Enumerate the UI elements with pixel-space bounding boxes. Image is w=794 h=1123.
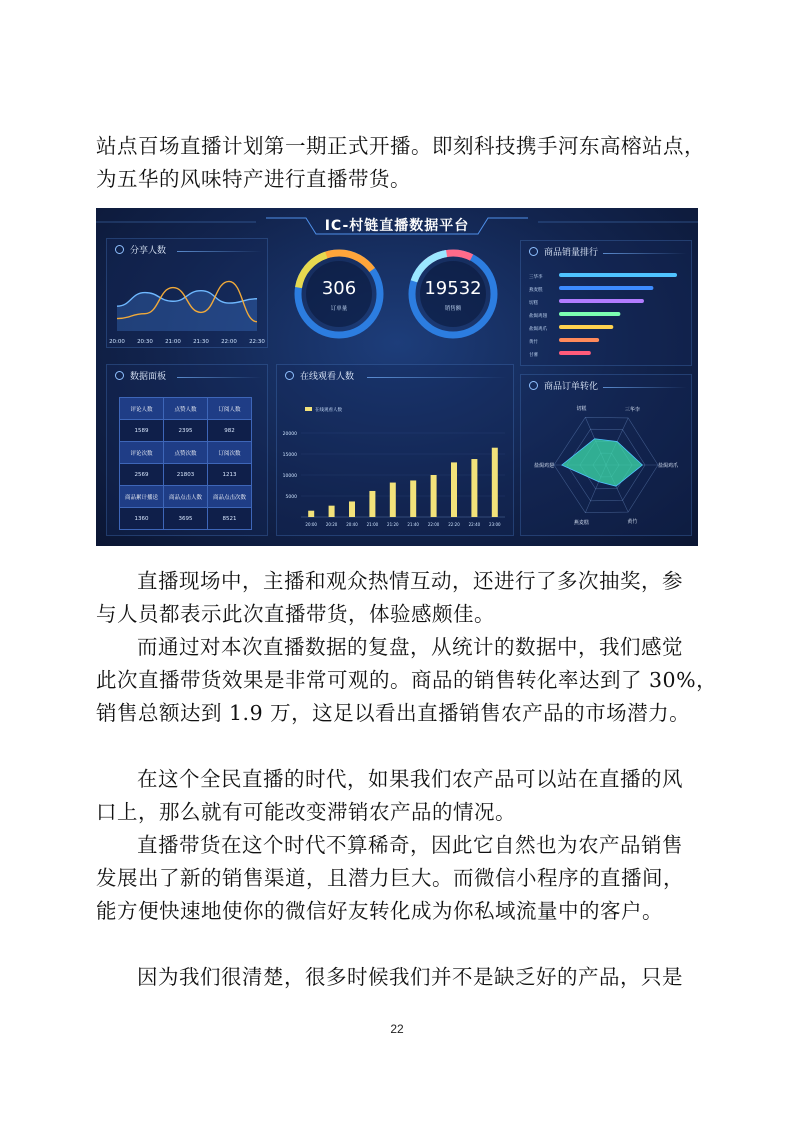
- table-cell: 商品累计播送: [120, 486, 164, 508]
- x-tick-label: 21:30: [193, 339, 209, 345]
- x-tick-label: 21:00: [165, 339, 181, 345]
- circle-icon: [115, 371, 124, 380]
- table-cell: 1589: [120, 420, 164, 442]
- online-bar: [349, 501, 355, 517]
- dashboard-title: IC-村链直播数据平台: [324, 218, 470, 234]
- online-bar: [369, 491, 375, 517]
- ranking-bar: [559, 325, 613, 329]
- category-label: 切糕: [529, 301, 538, 306]
- x-tick-label: 22:00: [427, 522, 440, 527]
- text-line: 而通过对本次直播数据的复盘，从统计的数据中，我们感觉: [137, 635, 683, 659]
- share-line-chart: [107, 239, 267, 347]
- x-tick-label: 22:40: [468, 522, 481, 527]
- online-bar: [471, 459, 477, 517]
- paragraph: [96, 631, 718, 730]
- table-cell: 评论人数: [120, 398, 164, 420]
- table-cell: 3695: [164, 508, 208, 530]
- table-cell: 2395: [164, 420, 208, 442]
- page-number: 22: [390, 1022, 404, 1036]
- category-label: 盐焗鸡翅: [529, 314, 547, 319]
- table-cell: 2569: [120, 464, 164, 486]
- sales-gauge-value: 19532: [424, 278, 482, 299]
- x-tick-label: 21:40: [407, 522, 419, 527]
- radar-axis-label: 黄竹: [627, 519, 638, 526]
- conversion-panel-title: 商品订单转化: [544, 381, 599, 392]
- online-bar-chart: [277, 365, 513, 535]
- table-row: [120, 420, 252, 442]
- ranking-bar-chart: [521, 241, 691, 365]
- paragraph: [96, 829, 700, 928]
- category-label: 甘薯: [529, 353, 538, 358]
- text-line: 直播现场中，主播和观众热情互动，还进行了多次抽奖，参: [137, 569, 683, 593]
- online-bar: [451, 462, 457, 517]
- text-line: 销售总额达到 1.9 万，这足以看出直播销售农产品的市场潜力。: [96, 701, 691, 725]
- table-row: [120, 442, 252, 464]
- y-tick-label: 15000: [282, 453, 297, 458]
- ranking-bar: [559, 299, 644, 303]
- table-cell: 1360: [120, 508, 164, 530]
- ranking-panel: [520, 240, 692, 366]
- conversion-radar-chart: [521, 375, 691, 535]
- y-tick-label: 10000: [282, 474, 297, 479]
- text-line: 此次直播带货效果是非常可观的。商品的销售转化率达到了 30%，: [96, 668, 718, 692]
- radar-axis-label: 三华李: [624, 406, 640, 413]
- share-panel: [106, 238, 268, 348]
- category-label: 黄竹: [529, 340, 538, 345]
- ranking-bar: [559, 273, 677, 277]
- table-cell: 订阅次数: [208, 442, 252, 464]
- online-bar: [390, 483, 396, 517]
- x-tick-label: 21:20: [387, 522, 399, 527]
- radar-axis-label: 盐焗鸡爪: [657, 463, 679, 469]
- table-row: [120, 398, 252, 420]
- text-line: 与人员都表示此次直播带货，体验感颇佳。: [96, 602, 495, 626]
- category-label: 燕麦糕: [529, 288, 543, 293]
- table-row: [120, 464, 252, 486]
- radar-axis-label: 燕麦糕: [573, 519, 589, 526]
- online-bar: [410, 480, 416, 517]
- table-cell: 商品点击次数: [208, 486, 252, 508]
- text-line: 因为我们很清楚，很多时候我们并不是缺乏好的产品，只是: [137, 965, 683, 989]
- data-board-title: 数据面板: [130, 371, 167, 382]
- table-cell: 评论次数: [120, 442, 164, 464]
- table-cell: 点赞人数: [164, 398, 208, 420]
- online-bar: [492, 448, 498, 517]
- order-gauge-value: 306: [321, 278, 357, 299]
- text-line: 站点百场直播计划第一期正式开播。即刻科技携手河东高榕站点，: [96, 134, 705, 158]
- radar-area: [562, 439, 643, 486]
- paragraph: [96, 565, 700, 631]
- x-tick-label: 21:00: [366, 522, 379, 527]
- gauges-area: [276, 240, 516, 352]
- share-panel-title: 分享人数: [130, 245, 167, 256]
- table-cell: 点赞次数: [164, 442, 208, 464]
- text-line: 能方便快速地使你的微信好友转化成为你私域流量中的客户。: [96, 899, 663, 923]
- x-tick-label: 20:20: [325, 522, 338, 527]
- ranking-bar: [559, 312, 620, 316]
- table-cell: 1213: [208, 464, 252, 486]
- order-gauge-label: 订单量: [330, 306, 348, 312]
- x-tick-label: 20:30: [137, 339, 153, 345]
- ranking-panel-title: 商品销量排行: [544, 247, 599, 258]
- ranking-bar: [559, 338, 599, 342]
- x-tick-label: 20:40: [346, 522, 358, 527]
- legend-label: 在线观看人数: [315, 408, 342, 413]
- table-cell: 商品点击人数: [164, 486, 208, 508]
- radar-axis-label: 盐焗鸡翅: [533, 463, 555, 469]
- x-tick-label: 20:00: [109, 339, 125, 345]
- x-tick-label: 23:00: [489, 522, 501, 527]
- table-cell: 982: [208, 420, 252, 442]
- online-bar: [329, 506, 335, 517]
- online-bar: [431, 475, 437, 517]
- x-tick-label: 20:00: [305, 522, 317, 527]
- table-cell: 订阅人数: [208, 398, 252, 420]
- x-tick-label: 22:00: [221, 339, 237, 345]
- table-cell: 21803: [164, 464, 208, 486]
- data-board-panel: [106, 364, 268, 536]
- text-line: 口上，那么就有可能改变滞销农产品的情况。: [96, 800, 516, 824]
- online-bar: [308, 511, 314, 517]
- category-label: 三华李: [529, 275, 543, 280]
- dashboard-image: [96, 208, 698, 546]
- text-line: 为五华的风味特产进行直播带货。: [96, 167, 411, 191]
- conversion-panel: [520, 374, 692, 536]
- radar-axis-label: 切糕: [576, 406, 587, 413]
- table-row: [120, 508, 252, 530]
- online-panel-title: 在线观看人数: [300, 371, 355, 382]
- ranking-bar: [559, 286, 653, 290]
- y-tick-label: 20000: [282, 432, 297, 437]
- ranking-bar: [559, 351, 591, 355]
- sales-gauge-label: 销售额: [444, 306, 462, 312]
- paragraph: [96, 130, 705, 196]
- paragraph: [96, 763, 700, 829]
- text-line: 在这个全民直播的时代，如果我们农产品可以站在直播的风: [137, 767, 683, 791]
- paragraph: [96, 961, 700, 994]
- x-tick-label: 22:30: [249, 339, 265, 345]
- x-tick-label: 22:20: [448, 522, 460, 527]
- legend-swatch: [305, 407, 312, 411]
- category-label: 盐焗鸡爪: [529, 327, 547, 332]
- table-cell: 8521: [208, 508, 252, 530]
- text-line: 发展出了新的销售渠道，且潜力巨大。而微信小程序的直播间，: [96, 866, 684, 890]
- text-line: 直播带货在这个时代不算稀奇，因此它自然也为农产品销售: [137, 833, 683, 857]
- table-row: [120, 486, 252, 508]
- data-board-table: [119, 397, 252, 530]
- y-tick-label: 5000: [285, 495, 297, 500]
- online-panel: [276, 364, 514, 536]
